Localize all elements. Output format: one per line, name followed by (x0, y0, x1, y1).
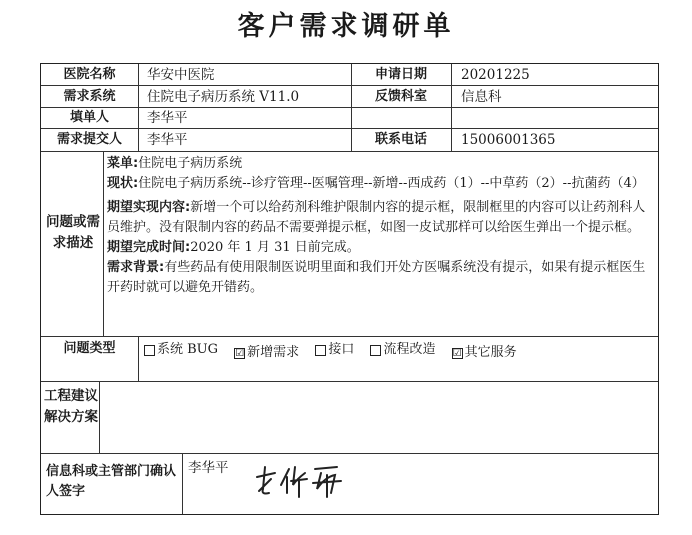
column-divider (451, 64, 452, 151)
status-value: 住院电子病历系统--诊疗管理--医嘱管理--新增--西成药（1）--中草药（2）--抗菌药（4） (138, 176, 645, 191)
column-divider (182, 453, 183, 514)
dept-label: 反馈科室 (374, 89, 427, 104)
checkbox-icon[interactable] (144, 345, 155, 356)
row-divider (41, 453, 658, 454)
deadline-value: 2020 年 1 月 31 日前完成。 (190, 240, 360, 255)
checkbox-icon[interactable] (370, 345, 381, 356)
deadline-label: 期望完成时间: (107, 240, 191, 255)
background-value: 有些药品有使用限制医说明里面和我们开处方医嘱系统没有提示，如果有提示框医生开药时就可以避免开错药。 (107, 260, 646, 295)
expected-label: 期望实现内容: (107, 200, 191, 215)
checkbox-checked-icon[interactable]: ☑ (452, 347, 462, 359)
status-line (107, 174, 658, 194)
background-line (107, 258, 658, 298)
status-label: 现状: (107, 176, 139, 191)
deadline-line (107, 238, 658, 258)
date-value: 20201225 (461, 67, 530, 83)
option-label: 新增需求 (247, 345, 300, 360)
type-option-bug[interactable] (144, 342, 218, 358)
row-divider (41, 128, 658, 129)
option-label: 系统 BUG (157, 342, 219, 357)
system-label: 需求系统 (63, 89, 116, 104)
phone-value: 15006001365 (461, 132, 556, 148)
hospital-label: 医院名称 (63, 67, 116, 82)
phone-label: 联系电话 (374, 132, 427, 147)
problem-details (107, 154, 658, 298)
problem-label: 问题或需求描述 (46, 214, 100, 251)
submitter-label: 需求提交人 (56, 132, 122, 147)
column-divider (103, 151, 104, 336)
row-divider (41, 151, 658, 152)
type-option-new[interactable] (234, 345, 299, 361)
type-options (144, 342, 529, 361)
row-divider (41, 336, 658, 337)
request-form (40, 63, 659, 515)
option-label: 接口 (328, 342, 355, 357)
row-divider (41, 85, 658, 86)
document-title: 客户需求调研单 (237, 11, 455, 42)
option-label: 其它服务 (464, 345, 517, 360)
column-divider (138, 64, 139, 151)
checkbox-checked-icon[interactable]: ☑ (235, 347, 245, 359)
hospital-value: 华安中医院 (147, 67, 215, 83)
type-option-process[interactable] (370, 342, 435, 358)
type-option-interface[interactable] (315, 342, 354, 358)
confirm-name: 李华平 (188, 460, 229, 476)
confirm-label: 信息科或主管部门确认人签字 (46, 464, 177, 499)
submitter-value: 李华平 (147, 132, 188, 148)
menu-value: 住院电子病历系统 (138, 156, 243, 171)
expected-value: 新增一个可以给药剂科维护限制内容的提示框，限制框里的内容可以让药剂科人员维护。没有限制内容的药品不需要弹提示框，如图一皮试那样可以给医生弹出一个提示框。 (107, 200, 646, 235)
system-value: 住院电子病历系统 V11.0 (147, 89, 300, 105)
solution-label: 工程建议解决方案 (44, 388, 98, 425)
menu-label: 菜单: (107, 156, 139, 171)
row-divider (41, 107, 658, 108)
column-divider (99, 381, 100, 453)
date-label: 申请日期 (374, 67, 427, 82)
row-divider (41, 381, 658, 382)
dept-value: 信息科 (461, 89, 502, 105)
type-label: 问题类型 (63, 341, 116, 356)
column-divider (138, 336, 139, 381)
type-option-other[interactable] (452, 345, 517, 361)
filler-value: 李华平 (147, 110, 188, 126)
background-label: 需求背景: (107, 260, 165, 275)
filler-label: 填单人 (69, 110, 109, 125)
handwritten-signature (251, 459, 361, 499)
option-label: 流程改造 (383, 342, 436, 357)
menu-line (107, 154, 658, 174)
checkbox-icon[interactable] (315, 345, 326, 356)
expected-line (107, 198, 658, 238)
